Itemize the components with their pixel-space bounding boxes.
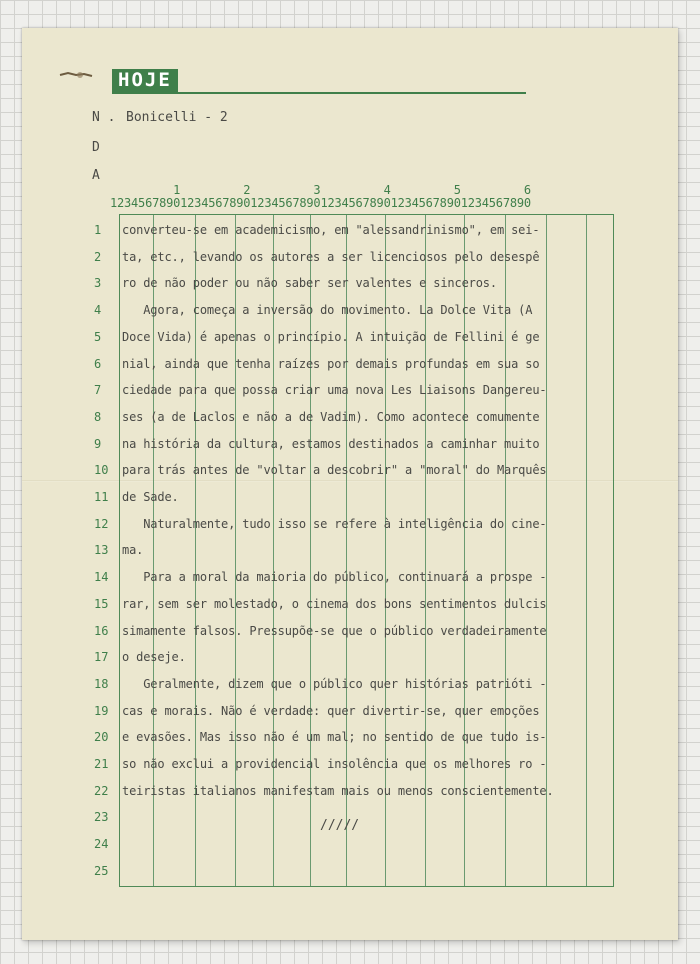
line-number: 7 bbox=[94, 383, 102, 398]
d-label: D bbox=[92, 140, 100, 155]
text-line: para trás antes de "voltar a descobrir" a "moral" do Marquês bbox=[122, 463, 547, 478]
column-ruler-tens: 1 2 3 4 5 6 bbox=[110, 183, 531, 197]
line-number: 19 bbox=[94, 703, 109, 718]
text-line: Naturalmente, tudo isso se refere à inteligência do cine- bbox=[122, 516, 547, 531]
a-label: A bbox=[92, 168, 100, 183]
line-number: 1 bbox=[94, 223, 102, 237]
text-line: o deseje. bbox=[122, 650, 186, 665]
n-label: N . bbox=[92, 110, 116, 125]
column-ruler-units: 123456789012345678901234567890123456789012345678901234567890 bbox=[110, 196, 531, 210]
text-line: nial, ainda que tenha raízes por demais profundas em sua so bbox=[122, 356, 540, 371]
text-line: cas e morais. Não é verdade: quer divertir-se, quer emoções bbox=[122, 703, 540, 718]
line-number: 5 bbox=[94, 329, 102, 344]
line-number: 4 bbox=[94, 303, 102, 318]
text-line: na história da cultura, estamos destinados a caminhar muito bbox=[122, 436, 540, 451]
text-line: converteu-se em academicismo, em "alessandrinismo", em sei- bbox=[122, 223, 540, 237]
line-number: 3 bbox=[94, 276, 102, 291]
line-number: 14 bbox=[94, 570, 109, 585]
text-line: Agora, começa a inversão do movimento. La Dolce Vita (A bbox=[122, 303, 533, 318]
line-number: 23 bbox=[94, 810, 109, 825]
text-line: de Sade. bbox=[122, 490, 179, 504]
text-line: ta, etc., levando os autores a ser licenciosos pelo desespê bbox=[122, 249, 540, 264]
line-number: 24 bbox=[94, 837, 109, 852]
line-number: 6 bbox=[94, 356, 102, 371]
line-number: 8 bbox=[94, 409, 102, 424]
line-number: 10 bbox=[94, 463, 109, 478]
line-number: 21 bbox=[94, 757, 109, 771]
line-number: 12 bbox=[94, 516, 109, 531]
line-number: 25 bbox=[94, 863, 109, 878]
line-number: 9 bbox=[94, 436, 102, 451]
text-line: simamente falsos. Pressupõe-se que o público verdadeiramente bbox=[122, 623, 547, 638]
line-number: 15 bbox=[94, 596, 109, 611]
text-line: Para a moral da maioria do público, continuará a prospe - bbox=[122, 570, 547, 585]
line-number: 16 bbox=[94, 623, 109, 638]
hoje-logo: HOJE bbox=[112, 69, 178, 92]
line-number: 22 bbox=[94, 783, 109, 798]
author-line: Bonicelli - 2 bbox=[126, 110, 228, 125]
text-line: ses (a de Laclos e não a de Vadim). Como acontece comumente bbox=[122, 409, 540, 424]
line-number: 13 bbox=[94, 543, 109, 558]
text-line: ciedade para que possa criar uma nova Les Liaisons Dangereu- bbox=[122, 383, 547, 398]
text-line: ro de não poder ou não saber ser valentes e sinceros. bbox=[122, 276, 497, 291]
line-number: 2 bbox=[94, 249, 102, 264]
staple-mark bbox=[58, 66, 104, 82]
text-line: so não exclui a providencial insolência que os melhores ro - bbox=[122, 757, 547, 771]
line-number: 11 bbox=[94, 490, 109, 504]
text-line: Geralmente, dizem que o público quer histórias patrióti - bbox=[122, 676, 547, 691]
line-number: 20 bbox=[94, 730, 109, 745]
text-line: e evasões. Mas isso não é um mal; no sentido de que tudo is- bbox=[122, 730, 547, 745]
grid-column-line bbox=[586, 215, 587, 886]
logo-rule bbox=[112, 92, 526, 94]
text-line: teiristas italianos manifestam mais ou menos conscientemente. bbox=[122, 783, 554, 798]
typewritten-page bbox=[22, 28, 678, 940]
end-mark: ///// bbox=[320, 818, 360, 833]
text-line: Doce Vida) é apenas o princípio. A intuição de Fellini é ge bbox=[122, 329, 540, 344]
text-line: rar, sem ser molestado, o cinema dos bons sentimentos dulcis bbox=[122, 596, 547, 611]
text-line: ma. bbox=[122, 543, 144, 558]
line-number: 17 bbox=[94, 650, 109, 665]
line-number: 18 bbox=[94, 676, 109, 691]
